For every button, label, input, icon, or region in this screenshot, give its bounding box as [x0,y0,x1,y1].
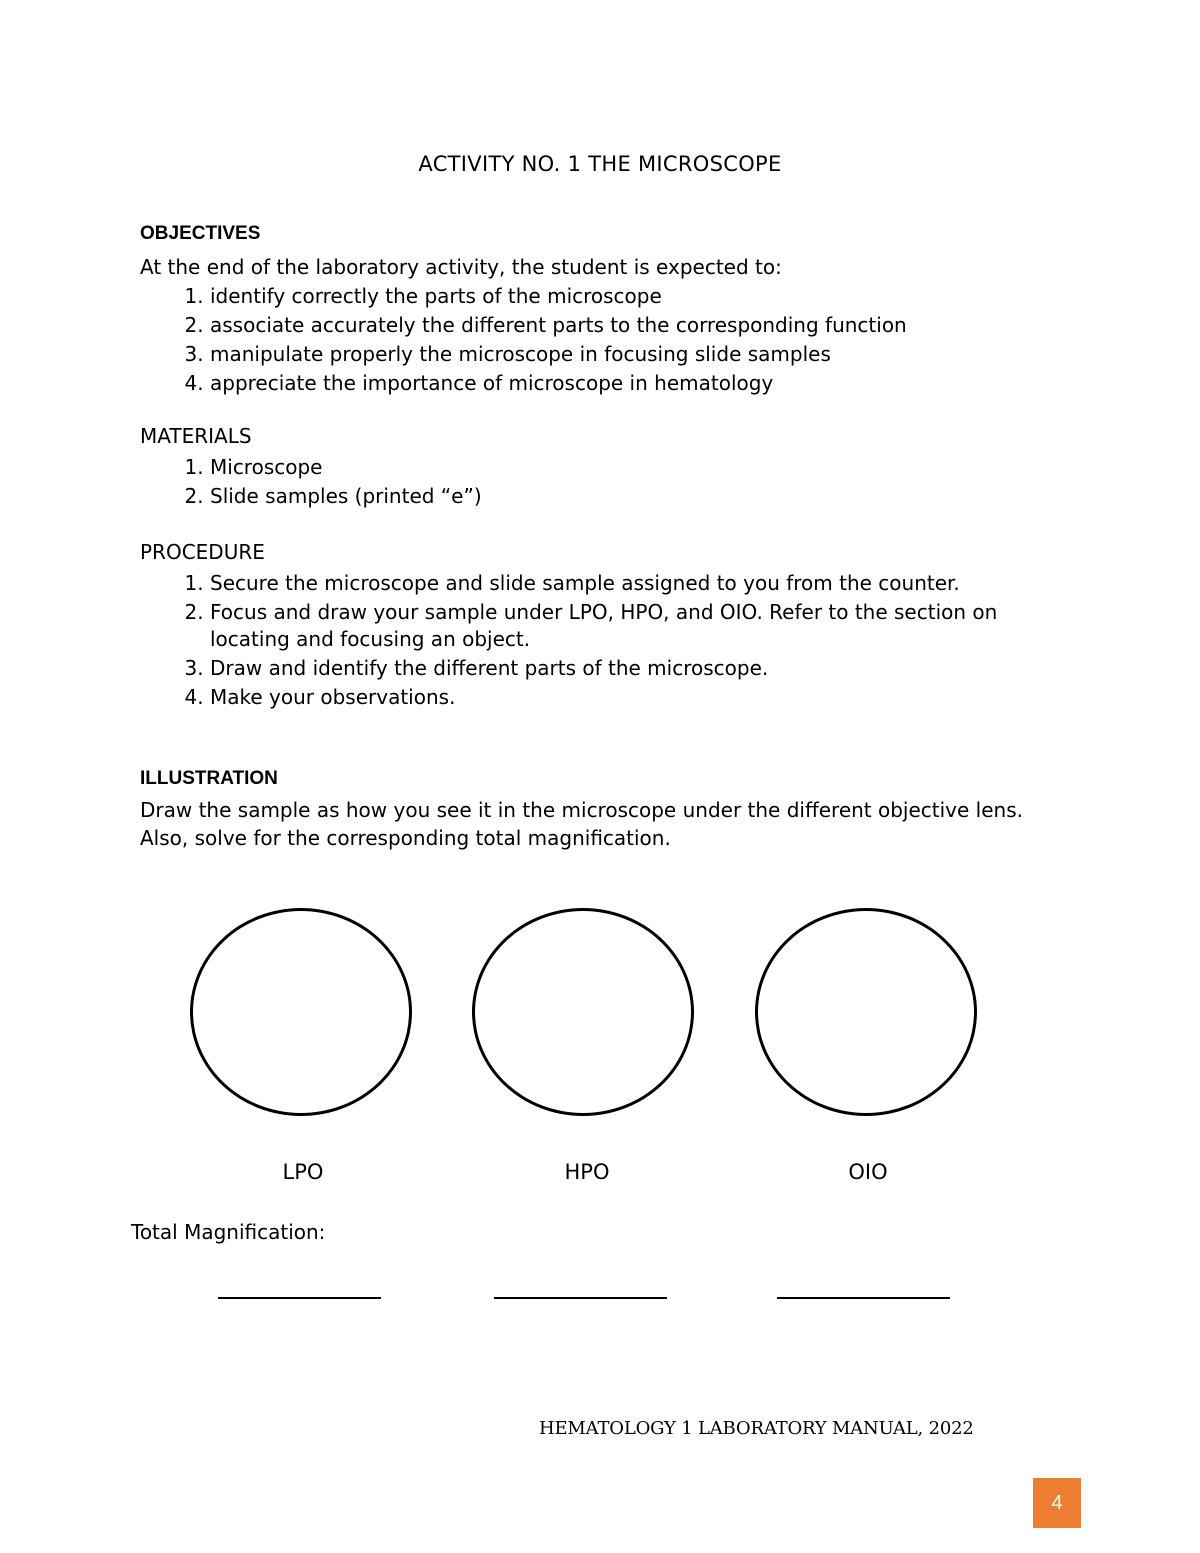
page-title: ACTIVITY NO. 1 THE MICROSCOPE [418,152,782,176]
materials-list [140,454,1070,512]
oio-label: OIO [848,1160,888,1184]
total-magnification-label: Total Magnification: [131,1220,326,1244]
list-item: 1. Secure the microscope and slide sample assigned to you from the counter. [210,570,1070,597]
objectives-heading: OBJECTIVES [140,223,261,244]
list-item: 2. Slide samples (printed “e”) [210,483,1070,510]
oio-answer-line [777,1297,950,1299]
list-item: 1. identify correctly the parts of the microscope [210,283,1070,310]
list-item: 4. Make your observations. [210,684,1070,711]
lpo-circle [190,908,412,1116]
list-item: 2. associate accurately the different parts to the corresponding function [210,312,1070,339]
list-item: 2. Focus and draw your sample under LPO, HPO, and OIO. Refer to the section on locating and focusing an object. [210,599,1070,653]
hpo-answer-line [494,1297,667,1299]
objectives-list [140,283,1070,399]
footer-text: HEMATOLOGY 1 LABORATORY MANUAL, 2022 [539,1418,974,1439]
illustration-heading: ILLUSTRATION [140,768,278,789]
illustration-instructions: Draw the sample as how you see it in the microscope under the different objective lens. Also, solve for the corresponding total magnification. [140,798,1023,850]
list-item: 3. manipulate properly the microscope in focusing slide samples [210,341,1070,368]
page-number-box: 4 [1033,1478,1081,1528]
hpo-label: HPO [564,1160,610,1184]
list-item: 3. Draw and identify the different parts of the microscope. [210,655,1070,682]
materials-heading: MATERIALS [140,424,252,448]
lpo-answer-line [218,1297,381,1299]
hpo-circle [472,908,694,1116]
procedure-heading: PROCEDURE [140,540,265,564]
lpo-label: LPO [282,1160,324,1184]
list-item: 4. appreciate the importance of microscope in hematology [210,370,1070,397]
list-item: 1. Microscope [210,454,1070,481]
objectives-intro: At the end of the laboratory activity, the student is expected to: [140,255,782,279]
oio-circle [755,908,977,1116]
procedure-list [140,570,1070,713]
